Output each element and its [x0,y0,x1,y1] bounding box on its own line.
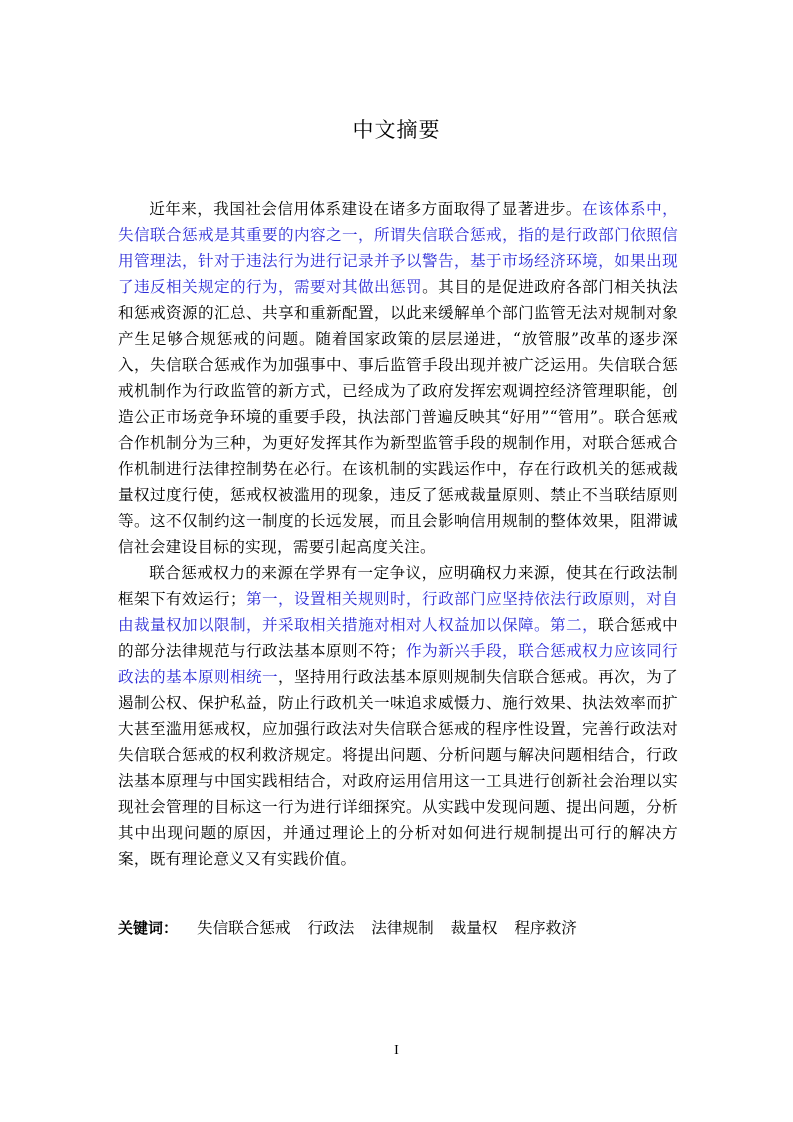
highlighted-text-segment: 第一，设置相关规则时，行政部门应坚持依法行政原则，对自由裁量权加以限制，并采取相关措施对相对人权益加以保障。第二， [118,590,678,634]
page-title: 中文摘要 [352,118,441,142]
keyword-item: 行政法 [307,919,355,937]
text-segment: 。其目的是促进政府各部门相关执法和惩戒资源的汇总、共享和重新配置，以此来缓解单个部门监管无法对规制对象产生足够合规惩戒的问题。随着国家政策的层层递进，“放管服”改革的逐步深入，失信联合惩戒作为加强事中、事后监管手段出现并被广泛运用。失信联合惩戒机制作为行政监管的新方式，已经成为了政府发挥宏观调控经济管理职能，创造公正市场竞争环境的重要手段，执法部门普遍反映其“好用”“管用”。联合惩戒合作机制分为三种，为更好发挥其作为新型监管手段的规制作用，对联合惩戒合作机制进行法律控制势在必行。在该机制的实践运作中，存在行政机关的惩戒裁量权过度行使，惩戒权被滥用的现象，违反了惩戒裁量原则、禁止不当联结原则等。这不仅制约这一制度的长远发展，而且会影响信用规制的整体效果，阻滞诚信社会建设目标的实现，需要引起高度关注。 [118,278,678,556]
keyword-item: 程序救济 [514,919,577,937]
text-segment: 近年来，我国社会信用体系建设在诸多方面取得了显著进步。 [149,200,582,218]
highlighted-text-segment: 作为新兴手段，联合惩戒权力应该同行政法的基本原则相统一 [118,642,678,686]
abstract-paragraph-2 [118,560,678,872]
abstract-paragraph-1 [118,196,678,560]
highlighted-text-segment: 在该体系中，失信联合惩戒是其重要的内容之一，所谓失信联合惩戒，指的是行政部门依照信用管理法，针对于违法行为进行记录并予以警告，基于市场经济环境，如果出现了违反相关规定的行为，需要对其做出惩罚 [118,200,678,296]
page-number: I [394,1043,399,1058]
keywords-label: 关键词： [118,919,179,937]
keyword-item: 法律规制 [371,919,434,937]
text-segment: ，坚持用行政法基本原则规制失信联合惩戒。再次，为了遏制公权、保护私益，防止行政机关一味追求威慑力、施行效果、执法效率而扩大甚至滥用惩戒权，应加强行政法对失信联合惩戒的程序性设置，完善行政法对失信联合惩戒的权利救济规定。将提出问题、分析问题与解决问题相结合，行政法基本原理与中国实践相结合，对政府运用信用这一工具进行创新社会治理以实现社会管理的目标这一行为进行详细探究。从实践中发现问题、提出问题，分析其中出现问题的原因，并通过理论上的分析对如何进行规制提出可行的解决方案，既有理论意义又有实践价值。 [118,668,678,868]
abstract-body [118,196,678,872]
keywords-line [118,915,678,941]
keyword-item: 裁量权 [450,919,498,937]
text-segment: 联合惩戒权力的来源在学界有一定争议，应明确权力来源，使其在行政法制框架下有效运行； [118,564,678,608]
text-segment: 联合惩戒中的部分法律规范与行政法基本原则不符； [118,616,678,660]
keyword-item: 失信联合惩戒 [196,919,291,937]
